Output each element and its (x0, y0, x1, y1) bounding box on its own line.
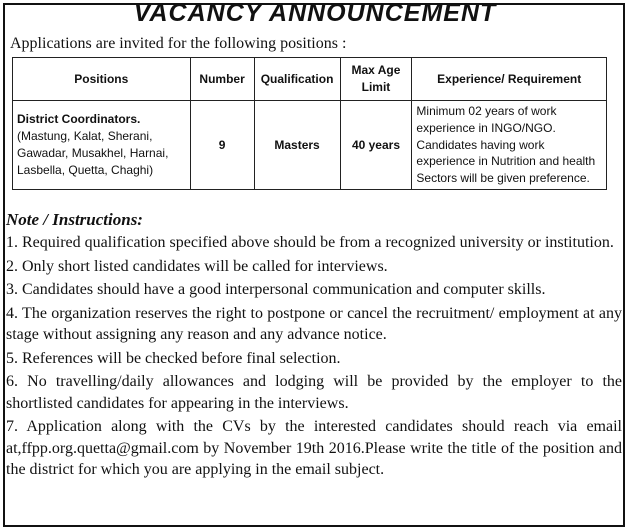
header-max-age: Max Age Limit (340, 58, 412, 101)
number-cell: 9 (190, 101, 254, 190)
instruction-item: 4. The organization reserves the right to postpone or cancel the recruitment/ employment at any stage without assigning any reason and any advance notice. (6, 304, 622, 343)
instruction-item: 7. Application along with the CVs by the interested candidates should reach via email at,ffpp.org.quetta@gmail.com by November 19th 2016.Please write the title of the position and the district for which you are applying in the email subject. (6, 418, 622, 478)
max-age-cell: 40 years (340, 101, 412, 190)
instructions-list (6, 232, 622, 483)
positions-table (12, 57, 607, 190)
instruction-item: 2. Only short listed candidates will be called for interviews. (6, 257, 388, 275)
header-qualification: Qualification (254, 58, 340, 101)
position-districts: (Mastung, Kalat, Sherani, Gawadar, Musakhel, Harnai, Lasbella, Quetta, Chaghi) (17, 129, 169, 177)
experience-cell: Minimum 02 years of work experience in INGO/NGO. Candidates having work experience in Nutrition and health Sectors will be given preference. (412, 101, 607, 190)
intro-text: Applications are invited for the following positions : (10, 35, 347, 52)
note-heading: Note / Instructions: (6, 210, 143, 229)
instruction-item: 6. No travelling/daily allowances and lodging will be provided by the employer to the shortlisted candidates for appearing in the interviews. (6, 373, 622, 412)
instruction-item: 3. Candidates should have a good interpersonal communication and computer skills. (6, 281, 546, 298)
instruction-item: 1. Required qualification specified above should be from a recognized university or institution. (6, 234, 614, 251)
announcement-title: VACANCY ANNOUNCEMENT (133, 0, 497, 27)
table-row (13, 101, 607, 190)
header-experience: Experience/ Requirement (412, 58, 607, 101)
table-header-row (13, 58, 607, 101)
instruction-item: 5. References will be checked before final selection. (6, 349, 341, 367)
header-positions: Positions (13, 58, 191, 101)
header-number: Number (190, 58, 254, 101)
position-title: District Coordinators. (17, 112, 141, 127)
qualification-cell: Masters (254, 101, 340, 190)
position-cell (13, 101, 191, 190)
